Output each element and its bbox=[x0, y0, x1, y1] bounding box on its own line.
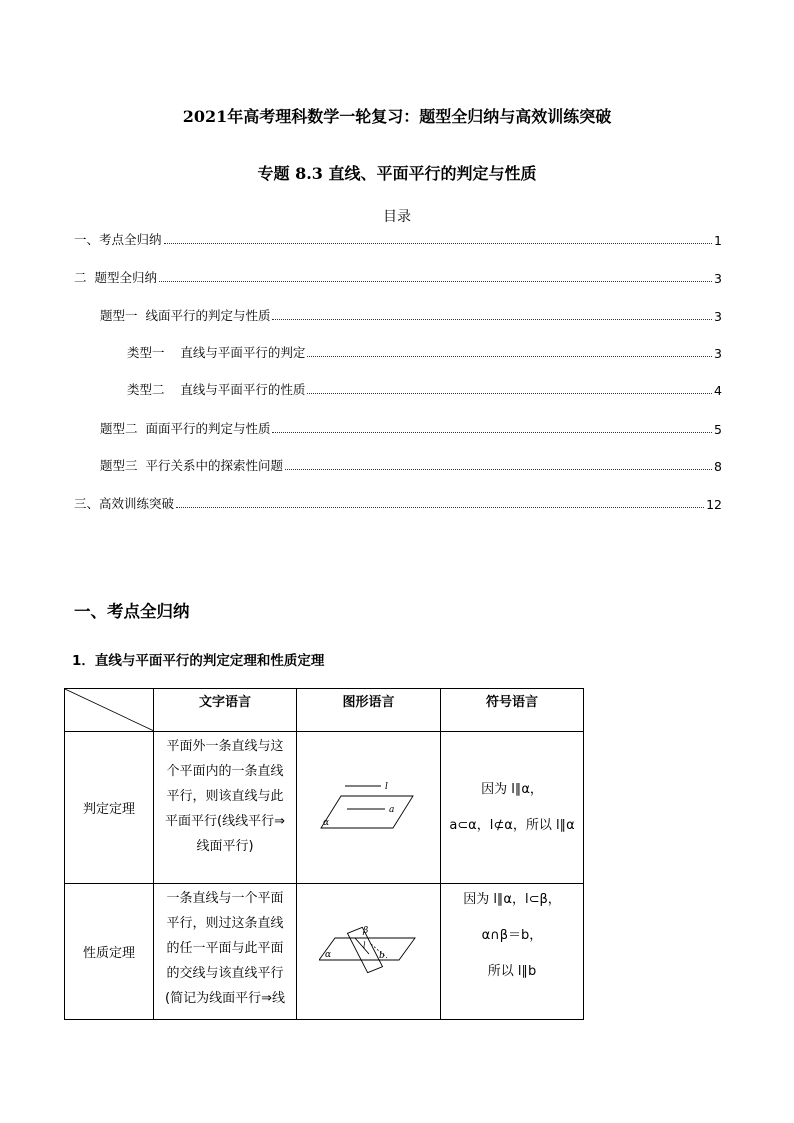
text-line: 一条直线与一个平面 bbox=[166, 891, 284, 906]
figure-label-l: l bbox=[362, 940, 366, 950]
section-heading: 一、考点全归纳 bbox=[74, 602, 190, 621]
symbol-language-cell bbox=[441, 732, 584, 884]
figure-cell bbox=[297, 732, 441, 884]
toc-leader bbox=[272, 319, 712, 320]
figure-label-l: l bbox=[384, 781, 388, 792]
theorem-table bbox=[64, 688, 584, 1020]
toc-leader bbox=[307, 393, 712, 394]
text-line: 的任一平面与此平面 bbox=[166, 941, 284, 956]
toc-item-page: 1 bbox=[714, 233, 722, 248]
text-line: 平面外一条直线与这 bbox=[166, 739, 284, 754]
toc-item-label: 类型二 直线与平面平行的性质 bbox=[127, 382, 306, 397]
header-text-language: 文字语言 bbox=[154, 689, 297, 732]
toc-item-page: 3 bbox=[714, 271, 722, 286]
diagonal-line bbox=[65, 689, 154, 731]
toc-item-page: 5 bbox=[714, 422, 722, 437]
toc-item-page: 12 bbox=[706, 497, 722, 512]
header-figure-language: 图形语言 bbox=[297, 689, 441, 732]
header-symbol-language: 符号语言 bbox=[441, 689, 584, 732]
symbol-line: 所以 l∥b bbox=[487, 964, 537, 979]
toc-leader bbox=[307, 356, 712, 357]
toc-item[interactable] bbox=[127, 343, 722, 361]
intersecting-planes-figure bbox=[319, 920, 419, 980]
toc-leader bbox=[164, 243, 712, 244]
text-language-cell bbox=[154, 732, 297, 884]
toc-leader bbox=[159, 281, 712, 282]
symbol-line: a⊂α，l⊄α，所以 l∥α bbox=[449, 817, 575, 833]
figure-cell bbox=[297, 884, 441, 1020]
figure-label-alpha: α bbox=[324, 949, 331, 960]
toc-item[interactable] bbox=[100, 306, 722, 324]
table-row bbox=[65, 884, 584, 1020]
toc-item-page: 8 bbox=[714, 459, 722, 474]
diagonal-corner-cell bbox=[65, 689, 154, 732]
figure-label-alpha: α bbox=[322, 817, 329, 828]
figure-label-b: b bbox=[378, 950, 385, 961]
toc-item-label: 类型一 直线与平面平行的判定 bbox=[127, 345, 306, 360]
figure-label-a: a bbox=[388, 804, 394, 815]
row-name: 性质定理 bbox=[65, 884, 154, 1020]
row-name: 判定定理 bbox=[65, 732, 154, 884]
symbol-language-cell bbox=[441, 884, 584, 1020]
toc-item[interactable] bbox=[127, 380, 722, 398]
toc-leader bbox=[285, 469, 712, 470]
text-line: 的交线与该直线平行 bbox=[166, 966, 284, 981]
toc-item-label: 三、高效训练突破 bbox=[74, 496, 175, 511]
symbol-line: 因为 l∥α， bbox=[481, 781, 543, 797]
text-line: 个平面内的一条直线 bbox=[166, 764, 284, 779]
toc-item-label: 二 题型全归纳 bbox=[74, 270, 157, 285]
document-subtitle: 专题 8.3 直线、平面平行的判定与性质 bbox=[257, 164, 537, 183]
text-line: 平行，则过这条直线 bbox=[166, 916, 284, 931]
toc-item-label: 题型三 平行关系中的探索性问题 bbox=[100, 458, 283, 473]
parallel-line-plane-figure bbox=[319, 778, 419, 834]
symbol-line: 因为 l∥α，l⊂β， bbox=[463, 892, 561, 907]
toc-item-page: 4 bbox=[714, 383, 722, 398]
toc-leader bbox=[176, 507, 704, 508]
subsection-heading: 1．直线与平面平行的判定定理和性质定理 bbox=[72, 653, 325, 669]
toc-item[interactable] bbox=[100, 456, 722, 474]
toc-item-page: 3 bbox=[714, 309, 722, 324]
text-line: 平面平行(线线平行⇒ bbox=[165, 814, 285, 829]
text-language-cell bbox=[154, 884, 297, 1020]
toc-heading: 目录 bbox=[383, 209, 411, 225]
toc-item[interactable] bbox=[74, 494, 722, 512]
text-line: 平行，则该直线与此 bbox=[166, 789, 284, 804]
text-line: 线面平行) bbox=[196, 839, 254, 854]
symbol-line: α∩β＝b， bbox=[481, 928, 543, 943]
toc-item[interactable] bbox=[74, 230, 722, 248]
table-row bbox=[65, 732, 584, 884]
document-title: 2021年高考理科数学一轮复习：题型全归纳与高效训练突破 bbox=[182, 107, 612, 126]
figure-label-beta: β bbox=[362, 925, 368, 936]
toc-item-label: 题型二 面面平行的判定与性质 bbox=[100, 421, 271, 436]
toc-item-page: 3 bbox=[714, 346, 722, 361]
toc-leader bbox=[272, 432, 712, 433]
text-line: (简记为线面平行⇒线 bbox=[165, 991, 285, 1006]
toc-item[interactable] bbox=[74, 268, 722, 286]
toc-item[interactable] bbox=[100, 419, 722, 437]
toc-item-label: 题型一 线面平行的判定与性质 bbox=[100, 308, 271, 323]
table-header-row bbox=[65, 689, 584, 732]
toc-item-label: 一、考点全归纳 bbox=[74, 232, 162, 247]
